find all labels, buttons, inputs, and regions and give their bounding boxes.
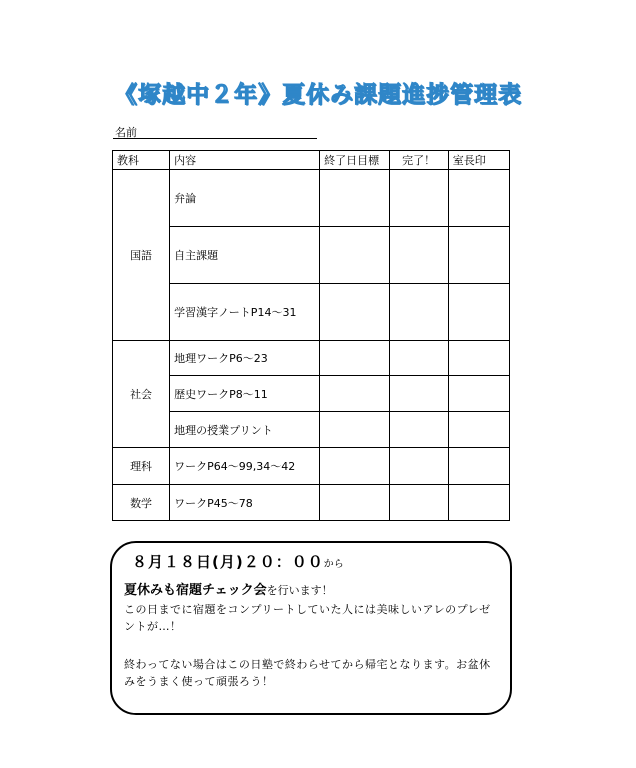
stamp-cell xyxy=(448,341,509,376)
stamp-cell xyxy=(448,448,509,485)
target-cell xyxy=(320,376,389,412)
subject-cell: 国語 xyxy=(113,170,170,341)
header-stamp: 室長印 xyxy=(448,151,509,170)
header-done: 完了！ xyxy=(389,151,448,170)
done-cell xyxy=(389,485,448,521)
stamp-cell xyxy=(448,284,509,341)
subject-cell: 数学 xyxy=(113,485,170,521)
table-header-row xyxy=(113,151,510,170)
target-cell xyxy=(320,227,389,284)
done-cell xyxy=(389,341,448,376)
table-row xyxy=(113,170,510,227)
subject-cell: 社会 xyxy=(113,341,170,448)
stamp-cell xyxy=(448,485,509,521)
done-cell xyxy=(389,170,448,227)
notice-headline-text: 夏休みも宿題チェック会 xyxy=(124,583,267,598)
stamp-cell xyxy=(448,170,509,227)
content-cell: 地理の授業プリント xyxy=(170,412,320,448)
content-cell: 歴史ワークP8～11 xyxy=(170,376,320,412)
table-row xyxy=(113,412,510,448)
name-field xyxy=(113,122,317,139)
table-row xyxy=(113,227,510,284)
notice-headline xyxy=(124,579,333,598)
table-row xyxy=(113,341,510,376)
notice-date xyxy=(132,551,344,572)
notice-date-suffix: から xyxy=(323,559,344,570)
stamp-cell xyxy=(448,376,509,412)
done-cell xyxy=(389,448,448,485)
task-table xyxy=(112,150,510,521)
table-row xyxy=(113,284,510,341)
page-title: 《塚越中２年》夏休み課題進捗管理表 xyxy=(114,82,522,108)
header-content: 内容 xyxy=(170,151,320,170)
header-target: 終了日目標 xyxy=(320,151,389,170)
content-cell: 弁論 xyxy=(170,170,320,227)
target-cell xyxy=(320,412,389,448)
notice-date-text: ８月１８日(月)２０：００ xyxy=(132,553,324,571)
header-subject: 教科 xyxy=(113,151,170,170)
table-row xyxy=(113,485,510,521)
done-cell xyxy=(389,284,448,341)
target-cell xyxy=(320,170,389,227)
notice-paragraph-2: 終わってない場合はこの日塾で終わらせてから帰宅となります。お盆休みをうまく使って頑張ろう！ xyxy=(124,658,491,688)
notice-paragraph-1: この日までに宿題をコンプリートしていた人には美味しいアレのプレゼントが…！ xyxy=(124,603,491,633)
subject-cell: 理科 xyxy=(113,448,170,485)
target-cell xyxy=(320,448,389,485)
content-cell: 地理ワークP6～23 xyxy=(170,341,320,376)
target-cell xyxy=(320,284,389,341)
table-row xyxy=(113,448,510,485)
done-cell xyxy=(389,376,448,412)
table-row xyxy=(113,376,510,412)
done-cell xyxy=(389,412,448,448)
stamp-cell xyxy=(448,412,509,448)
done-cell xyxy=(389,227,448,284)
stamp-cell xyxy=(448,227,509,284)
target-cell xyxy=(320,341,389,376)
notice-headline-suffix: を行います！ xyxy=(266,584,333,597)
content-cell: 学習漢字ノートP14～31 xyxy=(170,284,320,341)
content-cell: 自主課題 xyxy=(170,227,320,284)
name-label: 名前 xyxy=(115,126,137,139)
notice-box xyxy=(110,541,512,715)
target-cell xyxy=(320,485,389,521)
content-cell: ワークP64～99,34～42 xyxy=(170,448,320,485)
content-cell: ワークP45～78 xyxy=(170,485,320,521)
